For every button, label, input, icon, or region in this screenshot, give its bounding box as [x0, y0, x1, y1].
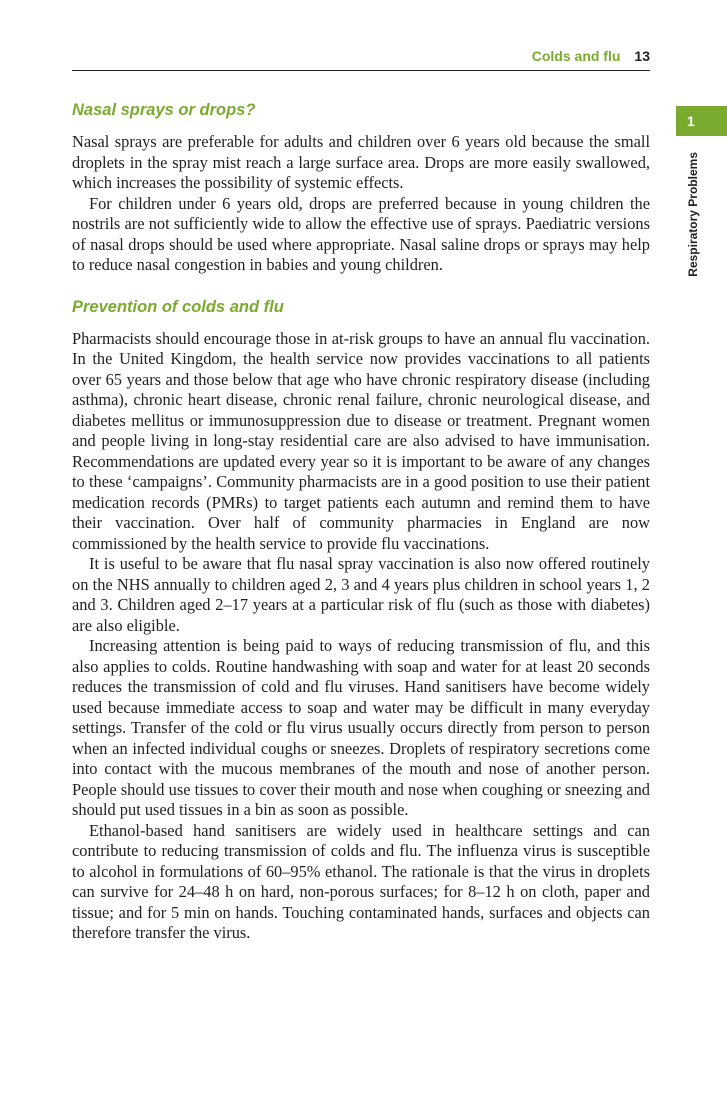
- section-heading: Nasal sprays or drops?: [72, 101, 256, 119]
- chapter-tab: [676, 106, 727, 136]
- paragraph: Pharmacists should encourage those in at-risk groups to have an annual flu vaccination. In the United Kingdom, the health service now provides vaccinations to all patients over 65 years and those below that age who have chronic respiratory disease (including asthma), chronic heart disease, chronic renal failure, chronic neurological disease, and diabetes mellitus or immunosuppression due to disease or treatment. Pregnant women and people living in long-stay residential care are also advised to have immunisation. Recommendations are updated every year so it is important to be aware of any changes to these ‘campaigns’. Community pharmacists are in a good position to use their patient medication records (PMRs) to target patients each autumn and remind them to have their vaccination. Over half of community pharmacies in England are now commissioned by the health service to provide flu vaccinations.: [72, 328, 650, 553]
- page-number: 13: [634, 48, 650, 64]
- chapter-title: Colds and flu: [531, 48, 621, 64]
- paragraph: For children under 6 years old, drops are preferred because in young children the nostrils are not sufficiently wide to allow the effective use of sprays. Paediatric versions of nasal drops should be used where appropriate. Nasal saline drops or sprays may help to reduce nasal congestion in babies and young children.: [72, 193, 650, 274]
- chapter-side-label: Respiratory Problems: [686, 152, 700, 277]
- page-body: [72, 99, 650, 944]
- section-prevention: [72, 296, 650, 944]
- paragraph: It is useful to be aware that flu nasal spray vaccination is also now offered routinely on the NHS annually to children aged 2, 3 and 4 years plus children in school years 1, 2 and 3. Children aged 2–17 years at a particular risk of flu (such as those with diabetes) are also eligible.: [72, 554, 650, 635]
- paragraph: Ethanol-based hand sanitisers are widely used in healthcare settings and can contribute to reducing transmission of colds and flu. The influenza virus is susceptible to alcohol in formulations of 60–95% ethanol. The rationale is that the virus in droplets can survive for 24–48 h on hard, non-porous surfaces; for 8–12 h on cloth, paper and tissue; and for 5 min on hands. Touching contaminated hands, surfaces and objects can therefore transfer the virus.: [72, 820, 650, 942]
- chapter-tab-number: 1: [687, 113, 695, 129]
- running-header: [72, 47, 650, 65]
- paragraph: Nasal sprays are preferable for adults and children over 6 years old because the small droplets in the spray mist reach a large surface area. Drops are more easily swallowed, which increases the possibility of systemic effects.: [72, 132, 650, 192]
- header-rule: [72, 70, 650, 71]
- section-nasal-sprays: [72, 99, 650, 276]
- section-heading: Prevention of colds and flu: [72, 297, 284, 316]
- paragraph: Increasing attention is being paid to ways of reducing transmission of flu, and this also applies to colds. Routine handwashing with soap and water for at least 20 seconds reduces the transmission of cold and flu viruses. Hand sanitisers have become widely used because immediate access to soap and water may be difficult in many everyday settings. Transfer of the cold or flu virus usually occurs directly from person to person when an infected individual coughs or sneezes. Droplets of respiratory secretions come into contact with the mucous membranes of the mouth and nose of another person. People should use tissues to cover their mouth and nose when coughing or sneezing and should put used tissues in a bin as soon as possible.: [72, 636, 650, 819]
